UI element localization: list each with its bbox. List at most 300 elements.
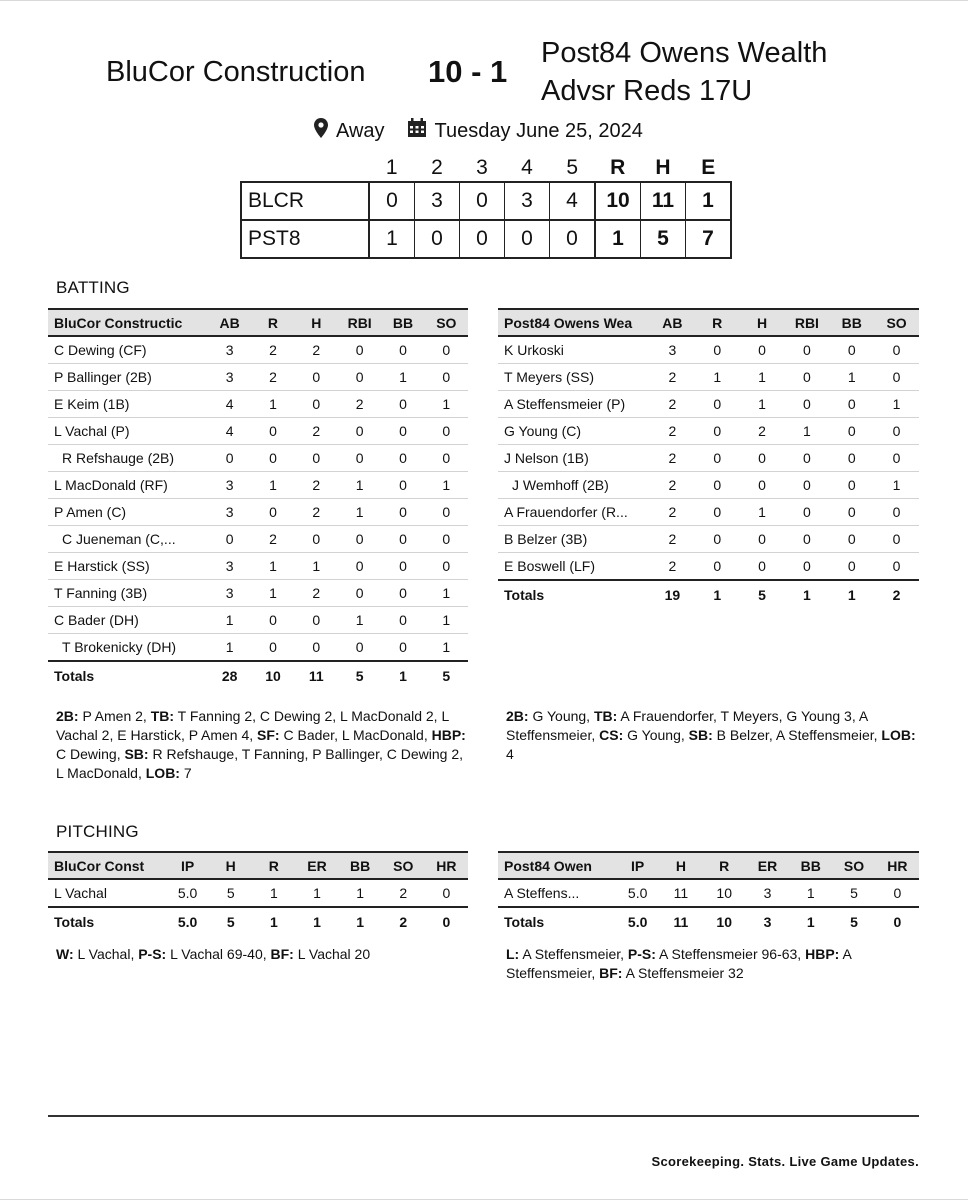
player-row — [498, 418, 919, 445]
batting-table-home — [498, 308, 919, 608]
total-value: 1 — [339, 907, 382, 935]
stat-column-header: SO — [874, 309, 919, 336]
stat-value: 2 — [740, 418, 785, 445]
linescore-team: PST8 — [241, 220, 369, 258]
stat-value: 3 — [208, 336, 251, 364]
total-value: 11 — [295, 661, 338, 689]
stat-value: 0 — [425, 336, 468, 364]
stat-value: 4 — [208, 418, 251, 445]
team-column-header: BluCor Const — [48, 852, 166, 879]
total-value: 5.0 — [166, 907, 209, 935]
stat-value: 0 — [874, 553, 919, 581]
batting-notes-home — [506, 707, 918, 764]
stat-value: 2 — [650, 499, 695, 526]
stat-value: 2 — [382, 879, 425, 907]
stat-value: 0 — [425, 364, 468, 391]
total-value: 1 — [784, 580, 829, 608]
player-name: T Fanning (3B) — [48, 580, 208, 607]
stat-value: 0 — [829, 526, 874, 553]
stat-value: 1 — [425, 472, 468, 499]
player-row — [498, 336, 919, 364]
stat-value: 0 — [829, 553, 874, 581]
stat-column-header: AB — [650, 309, 695, 336]
stat-value: 0 — [425, 418, 468, 445]
stat-value: 0 — [425, 526, 468, 553]
stat-value: 0 — [381, 580, 424, 607]
stat-value: 0 — [695, 391, 740, 418]
calendar-icon — [407, 118, 427, 144]
note-text: R Refshauge, T Fanning, P Ballinger, C Dewing 2, L MacDonald, — [56, 746, 463, 781]
game-meta — [314, 118, 643, 144]
stat-column-header: SO — [832, 852, 875, 879]
note-label: 2B: — [506, 708, 529, 724]
player-name: T Meyers (SS) — [498, 364, 650, 391]
stat-value: 0 — [295, 445, 338, 472]
game-date: Tuesday June 25, 2024 — [434, 119, 643, 142]
note-label: TB: — [150, 708, 175, 724]
stat-value: 3 — [650, 336, 695, 364]
total-value: 1 — [381, 661, 424, 689]
note-text: 4 — [506, 746, 514, 762]
stat-value: 0 — [695, 418, 740, 445]
stat-value: 0 — [295, 364, 338, 391]
player-name: B Belzer (3B) — [498, 526, 650, 553]
total-value: 2 — [874, 580, 919, 608]
stat-column-header: SO — [382, 852, 425, 879]
player-name: G Young (C) — [498, 418, 650, 445]
stat-value: 0 — [829, 445, 874, 472]
total-runs: 1 — [595, 220, 641, 258]
stat-value: 0 — [740, 526, 785, 553]
stat-value: 0 — [381, 634, 424, 662]
stat-column-header: R — [695, 309, 740, 336]
note-text: T Fanning 2, C Dewing 2, L MacDonald 2, L Vachal 2, E Harstick, P Amen 4, — [56, 708, 449, 743]
stat-value: 0 — [784, 391, 829, 418]
player-name: C Bader (DH) — [48, 607, 208, 634]
inning-header: 3 — [476, 156, 488, 179]
stat-column-header: R — [703, 852, 746, 879]
stat-value: 0 — [874, 526, 919, 553]
stat-value: 1 — [425, 607, 468, 634]
stat-value: 0 — [295, 391, 338, 418]
stat-value: 2 — [251, 526, 294, 553]
total-hits: 5 — [641, 220, 686, 258]
runs-header: R — [610, 156, 626, 179]
player-name: L MacDonald (RF) — [48, 472, 208, 499]
batting-section-title: BATTING — [56, 278, 130, 297]
stat-column-header: BB — [381, 309, 424, 336]
note-text: G Young, — [528, 708, 594, 724]
total-errors: 7 — [686, 220, 732, 258]
player-row — [48, 391, 468, 418]
note-label: BF: — [270, 946, 294, 962]
note-text: A Steffensmeier, — [506, 946, 852, 981]
stat-value: 0 — [338, 418, 381, 445]
stat-value: 0 — [338, 553, 381, 580]
total-value: 5 — [338, 661, 381, 689]
inning-score: 3 — [415, 182, 460, 220]
stat-value: 1 — [874, 391, 919, 418]
stat-value: 0 — [784, 445, 829, 472]
inning-score: 0 — [460, 220, 505, 258]
stat-value: 5.0 — [166, 879, 209, 907]
totals-label: Totals — [498, 580, 650, 608]
stat-column-header: BB — [339, 852, 382, 879]
total-value: 5 — [209, 907, 252, 935]
total-value: 1 — [252, 907, 295, 935]
stat-column-header: RBI — [784, 309, 829, 336]
stat-header-row — [48, 852, 468, 879]
stat-value: 0 — [874, 364, 919, 391]
stat-value: 1 — [425, 391, 468, 418]
stat-value: 1 — [338, 607, 381, 634]
player-row — [48, 553, 468, 580]
totals-row — [48, 661, 468, 689]
linescore-row-away — [241, 182, 731, 220]
player-row — [48, 364, 468, 391]
player-row — [498, 526, 919, 553]
note-text: B Belzer, A Steffensmeier, — [712, 727, 882, 743]
stat-value: 2 — [251, 364, 294, 391]
stat-value: 0 — [338, 336, 381, 364]
note-label: SB: — [688, 727, 713, 743]
stat-value: 0 — [695, 499, 740, 526]
inning-score: 4 — [550, 182, 596, 220]
stat-value: 1 — [829, 364, 874, 391]
stat-value: 0 — [695, 526, 740, 553]
stat-value: 1 — [784, 418, 829, 445]
stat-column-header: R — [252, 852, 295, 879]
note-label: 2B: — [56, 708, 79, 724]
inning-header: 4 — [521, 156, 533, 179]
stat-value: 1 — [295, 879, 338, 907]
stat-value: 1 — [695, 364, 740, 391]
player-name: C Jueneman (C,... — [48, 526, 208, 553]
note-text: L Vachal, — [73, 946, 139, 962]
stat-value: 2 — [650, 391, 695, 418]
stat-value: 2 — [650, 445, 695, 472]
stat-value: 0 — [829, 472, 874, 499]
totals-row — [48, 907, 468, 935]
linescore-header-row — [241, 155, 731, 182]
final-score: 10 - 1 — [428, 54, 508, 89]
stat-value: 11 — [659, 879, 702, 907]
player-row — [498, 553, 919, 581]
stat-value: 0 — [784, 499, 829, 526]
stat-value: 3 — [208, 499, 251, 526]
stat-value: 0 — [251, 445, 294, 472]
stat-header-row — [498, 852, 919, 879]
stat-value: 1 — [208, 634, 251, 662]
total-value: 10 — [703, 907, 746, 935]
stat-value: 3 — [208, 472, 251, 499]
stat-value: 2 — [295, 580, 338, 607]
note-text: A Frauendorfer, T Meyers, G Young 3, A Steffensmeier, — [506, 708, 868, 743]
note-label: HBP: — [431, 727, 466, 743]
player-name: A Steffens... — [498, 879, 616, 907]
inning-score: 0 — [550, 220, 596, 258]
note-label: SB: — [124, 746, 149, 762]
player-name: E Keim (1B) — [48, 391, 208, 418]
stat-value: 2 — [650, 526, 695, 553]
player-name: P Ballinger (2B) — [48, 364, 208, 391]
total-value: 5.0 — [616, 907, 659, 935]
game-location: Away — [336, 119, 385, 142]
stat-value: 3 — [746, 879, 789, 907]
stat-value: 5.0 — [616, 879, 659, 907]
stat-value: 0 — [251, 499, 294, 526]
stat-value: 1 — [295, 553, 338, 580]
note-label: LOB: — [145, 765, 180, 781]
stat-value: 1 — [789, 879, 832, 907]
stat-value: 2 — [295, 418, 338, 445]
note-label: P-S: — [627, 946, 656, 962]
player-row — [48, 879, 468, 907]
stat-column-header: BB — [789, 852, 832, 879]
stat-column-header: IP — [616, 852, 659, 879]
inning-score: 0 — [369, 182, 415, 220]
inning-score: 0 — [505, 220, 550, 258]
stat-value: 0 — [295, 634, 338, 662]
stat-value: 1 — [740, 499, 785, 526]
stat-value: 1 — [338, 499, 381, 526]
player-name: C Dewing (CF) — [48, 336, 208, 364]
inning-header: 2 — [431, 156, 443, 179]
stat-column-header: AB — [208, 309, 251, 336]
map-pin-icon — [314, 118, 328, 144]
stat-value: 0 — [829, 499, 874, 526]
stat-value: 0 — [784, 526, 829, 553]
stat-column-header: H — [209, 852, 252, 879]
player-name: E Harstick (SS) — [48, 553, 208, 580]
totals-label: Totals — [48, 907, 166, 935]
stat-value: 2 — [295, 336, 338, 364]
player-row — [48, 418, 468, 445]
stat-column-header: H — [659, 852, 702, 879]
totals-row — [498, 580, 919, 608]
stat-column-header: HR — [876, 852, 919, 879]
stat-value: 1 — [425, 634, 468, 662]
player-row — [498, 499, 919, 526]
stat-value: 0 — [874, 445, 919, 472]
stat-value: 0 — [251, 634, 294, 662]
batting-notes-away — [56, 707, 466, 783]
stat-value: 0 — [381, 336, 424, 364]
stat-value: 1 — [740, 364, 785, 391]
total-value: 11 — [659, 907, 702, 935]
total-value: 1 — [789, 907, 832, 935]
player-name: P Amen (C) — [48, 499, 208, 526]
pitching-notes-away — [56, 945, 466, 964]
stat-column-header: IP — [166, 852, 209, 879]
stat-value: 0 — [381, 526, 424, 553]
total-runs: 10 — [595, 182, 641, 220]
stat-column-header: SO — [425, 309, 468, 336]
stat-value: 0 — [381, 472, 424, 499]
stat-value: 0 — [740, 553, 785, 581]
total-value: 5 — [425, 661, 468, 689]
stat-value: 0 — [381, 607, 424, 634]
team-column-header: Post84 Owen — [498, 852, 616, 879]
stat-value: 0 — [784, 364, 829, 391]
total-value: 3 — [746, 907, 789, 935]
note-text: G Young, — [623, 727, 689, 743]
stat-value: 0 — [695, 336, 740, 364]
linescore-team: BLCR — [241, 182, 369, 220]
note-text: A Steffensmeier, — [519, 946, 628, 962]
stat-value: 0 — [425, 879, 468, 907]
player-row — [498, 364, 919, 391]
stat-value: 2 — [295, 472, 338, 499]
total-value: 1 — [295, 907, 338, 935]
totals-label: Totals — [498, 907, 616, 935]
player-row — [48, 472, 468, 499]
total-hits: 11 — [641, 182, 686, 220]
footer-divider — [48, 1115, 919, 1117]
player-name: R Refshauge (2B) — [48, 445, 208, 472]
footer-tagline: Scorekeeping. Stats. Live Game Updates. — [651, 1154, 919, 1169]
note-label: W: — [56, 946, 74, 962]
stat-value: 0 — [740, 336, 785, 364]
note-label: TB: — [593, 708, 618, 724]
stat-value: 1 — [338, 472, 381, 499]
total-value: 10 — [251, 661, 294, 689]
stat-value: 0 — [829, 418, 874, 445]
stat-value: 0 — [784, 472, 829, 499]
note-label: P-S: — [138, 946, 167, 962]
note-label: HBP: — [805, 946, 840, 962]
inning-header: 5 — [566, 156, 579, 179]
stat-value: 0 — [425, 553, 468, 580]
stat-header-row — [498, 309, 919, 336]
total-value: 1 — [695, 580, 740, 608]
stat-value: 0 — [695, 472, 740, 499]
inning-score: 3 — [505, 182, 550, 220]
stat-value: 0 — [338, 580, 381, 607]
total-value: 2 — [382, 907, 425, 935]
note-label: SF: — [257, 727, 280, 743]
linescore-row-home — [241, 220, 731, 258]
pitching-notes-home — [506, 945, 918, 983]
stat-value: 2 — [295, 499, 338, 526]
stat-value: 0 — [425, 445, 468, 472]
note-label: LOB: — [881, 727, 916, 743]
stat-value: 3 — [208, 553, 251, 580]
stat-value: 10 — [703, 879, 746, 907]
stat-column-header: H — [740, 309, 785, 336]
stat-value: 0 — [784, 553, 829, 581]
pitching-section-title: PITCHING — [56, 822, 139, 841]
stat-value: 3 — [208, 580, 251, 607]
total-value: 0 — [876, 907, 919, 935]
stat-value: 2 — [650, 364, 695, 391]
top-frame-line — [0, 0, 968, 1]
totals-label: Totals — [48, 661, 208, 689]
stat-value: 0 — [208, 526, 251, 553]
player-row — [498, 445, 919, 472]
player-name: L Vachal — [48, 879, 166, 907]
stat-value: 1 — [208, 607, 251, 634]
note-label: BF: — [599, 965, 623, 981]
stat-value: 0 — [829, 336, 874, 364]
note-text: C Dewing, — [56, 746, 125, 762]
pitching-table-home — [498, 851, 919, 935]
stat-column-header: R — [251, 309, 294, 336]
total-errors: 1 — [686, 182, 732, 220]
stat-value: 0 — [338, 526, 381, 553]
stat-value: 0 — [874, 418, 919, 445]
stat-column-header: HR — [425, 852, 468, 879]
pitching-table-away — [48, 851, 468, 935]
total-value: 19 — [650, 580, 695, 608]
stat-value: 0 — [695, 445, 740, 472]
stat-column-header: ER — [295, 852, 338, 879]
stat-value: 0 — [208, 445, 251, 472]
linescore-table — [240, 155, 732, 259]
stat-value: 2 — [650, 472, 695, 499]
total-value: 1 — [829, 580, 874, 608]
team-column-header: BluCor Constructic — [48, 309, 208, 336]
inning-score: 1 — [369, 220, 415, 258]
team-column-header: Post84 Owens Wea — [498, 309, 650, 336]
stat-column-header: RBI — [338, 309, 381, 336]
totals-row — [498, 907, 919, 935]
stat-value: 0 — [784, 336, 829, 364]
player-row — [498, 879, 919, 907]
stat-value: 1 — [425, 580, 468, 607]
stat-value: 0 — [381, 418, 424, 445]
note-text: L Vachal 69-40, — [166, 946, 271, 962]
total-value: 5 — [740, 580, 785, 608]
note-text: A Steffensmeier 32 — [622, 965, 744, 981]
stat-value: 0 — [251, 418, 294, 445]
total-value: 5 — [832, 907, 875, 935]
player-row — [48, 526, 468, 553]
stat-value: 0 — [740, 445, 785, 472]
stat-value: 0 — [740, 472, 785, 499]
stat-value: 1 — [339, 879, 382, 907]
stat-value: 0 — [381, 553, 424, 580]
stat-value: 0 — [874, 336, 919, 364]
inning-score: 0 — [460, 182, 505, 220]
stat-value: 2 — [650, 418, 695, 445]
player-name: J Nelson (1B) — [498, 445, 650, 472]
stat-value: 1 — [252, 879, 295, 907]
player-row — [48, 499, 468, 526]
stat-column-header: H — [295, 309, 338, 336]
inning-header: 1 — [385, 156, 398, 179]
stat-value: 0 — [425, 499, 468, 526]
total-value: 28 — [208, 661, 251, 689]
stat-value: 3 — [208, 364, 251, 391]
note-text: C Bader, L MacDonald, — [279, 727, 432, 743]
player-row — [48, 607, 468, 634]
stat-value: 0 — [381, 499, 424, 526]
player-name: K Urkoski — [498, 336, 650, 364]
stat-value: 2 — [338, 391, 381, 418]
stat-value: 0 — [295, 526, 338, 553]
stat-value: 0 — [295, 607, 338, 634]
stat-value: 0 — [381, 445, 424, 472]
stat-value: 0 — [829, 391, 874, 418]
inning-score: 0 — [415, 220, 460, 258]
player-row — [48, 445, 468, 472]
stat-value: 0 — [338, 445, 381, 472]
player-name: A Steffensmeier (P) — [498, 391, 650, 418]
player-row — [48, 336, 468, 364]
stat-value: 5 — [832, 879, 875, 907]
stat-value: 0 — [338, 364, 381, 391]
